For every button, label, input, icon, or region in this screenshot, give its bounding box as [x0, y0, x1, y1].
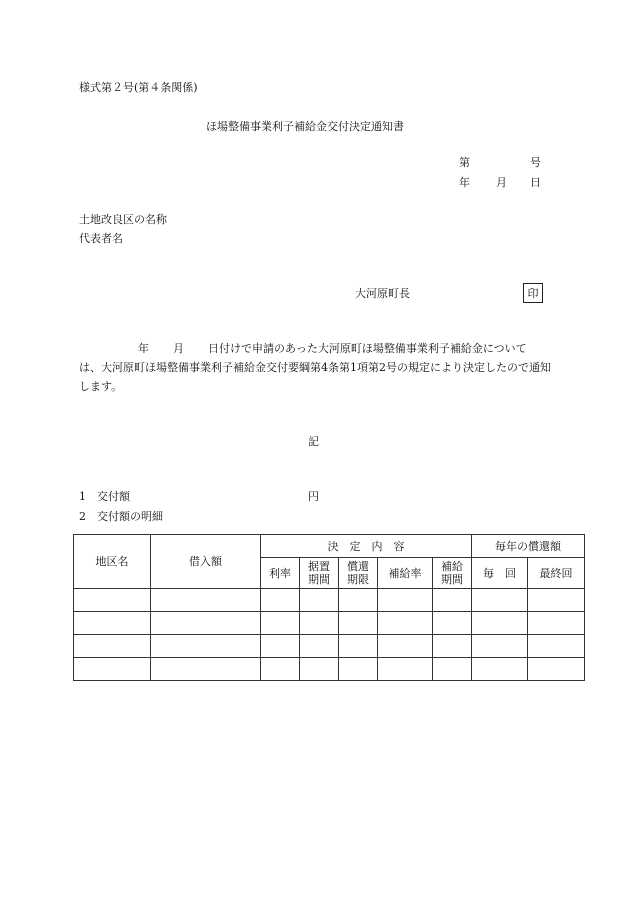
body-first-line: 日付けで申請のあった大河原町ほ場整備事業利子補給金について	[208, 342, 527, 355]
representative-label: 代表者名	[79, 232, 123, 245]
ki-heading: 記	[308, 435, 319, 448]
item-2-label: 交付額の明細	[97, 510, 163, 523]
item-1-unit: 円	[308, 490, 319, 503]
table-row	[74, 612, 585, 635]
header-repayment-group: 毎年の償還額	[472, 535, 585, 558]
body-rest: は、大河原町ほ場整備事業利子補給金交付要綱第4条第1項第2号の規定により決定したので通知します。	[79, 361, 551, 393]
header-deferment: 据置期間	[300, 558, 339, 589]
seal-box	[523, 283, 543, 303]
header-district: 地区名	[74, 535, 151, 589]
date-day: 日	[530, 176, 541, 189]
number-suffix: 号	[530, 156, 541, 169]
form-label: 様式第２号(第４条関係)	[79, 81, 198, 94]
header-final: 最終回	[528, 558, 585, 589]
item-1-label: 交付額	[97, 490, 130, 503]
table-row	[74, 658, 585, 681]
district-name-label: 土地改良区の名称	[79, 213, 167, 226]
body-month: 月	[173, 342, 184, 355]
header-each-time: 毎 回	[472, 558, 528, 589]
header-loan: 借入額	[151, 535, 261, 589]
body-year: 年	[138, 342, 149, 355]
header-decision-group: 決 定 内 容	[261, 535, 472, 558]
header-rate: 利率	[261, 558, 300, 589]
table-row	[74, 635, 585, 658]
header-term: 償還期限	[339, 558, 378, 589]
date-year: 年	[459, 176, 470, 189]
document-title: ほ場整備事業利子補給金交付決定通知書	[206, 120, 404, 133]
issuer-title: 大河原町長	[355, 287, 410, 300]
table-row	[74, 589, 585, 612]
header-subsidy-period: 補給期間	[433, 558, 472, 589]
seal-label: 印	[527, 286, 539, 300]
header-subsidy-rate: 補給率	[378, 558, 433, 589]
date-month: 月	[496, 176, 507, 189]
detail-table	[73, 534, 585, 681]
item-1-no: 1	[79, 490, 86, 503]
item-2-no: 2	[79, 510, 86, 523]
number-prefix: 第	[459, 156, 470, 169]
